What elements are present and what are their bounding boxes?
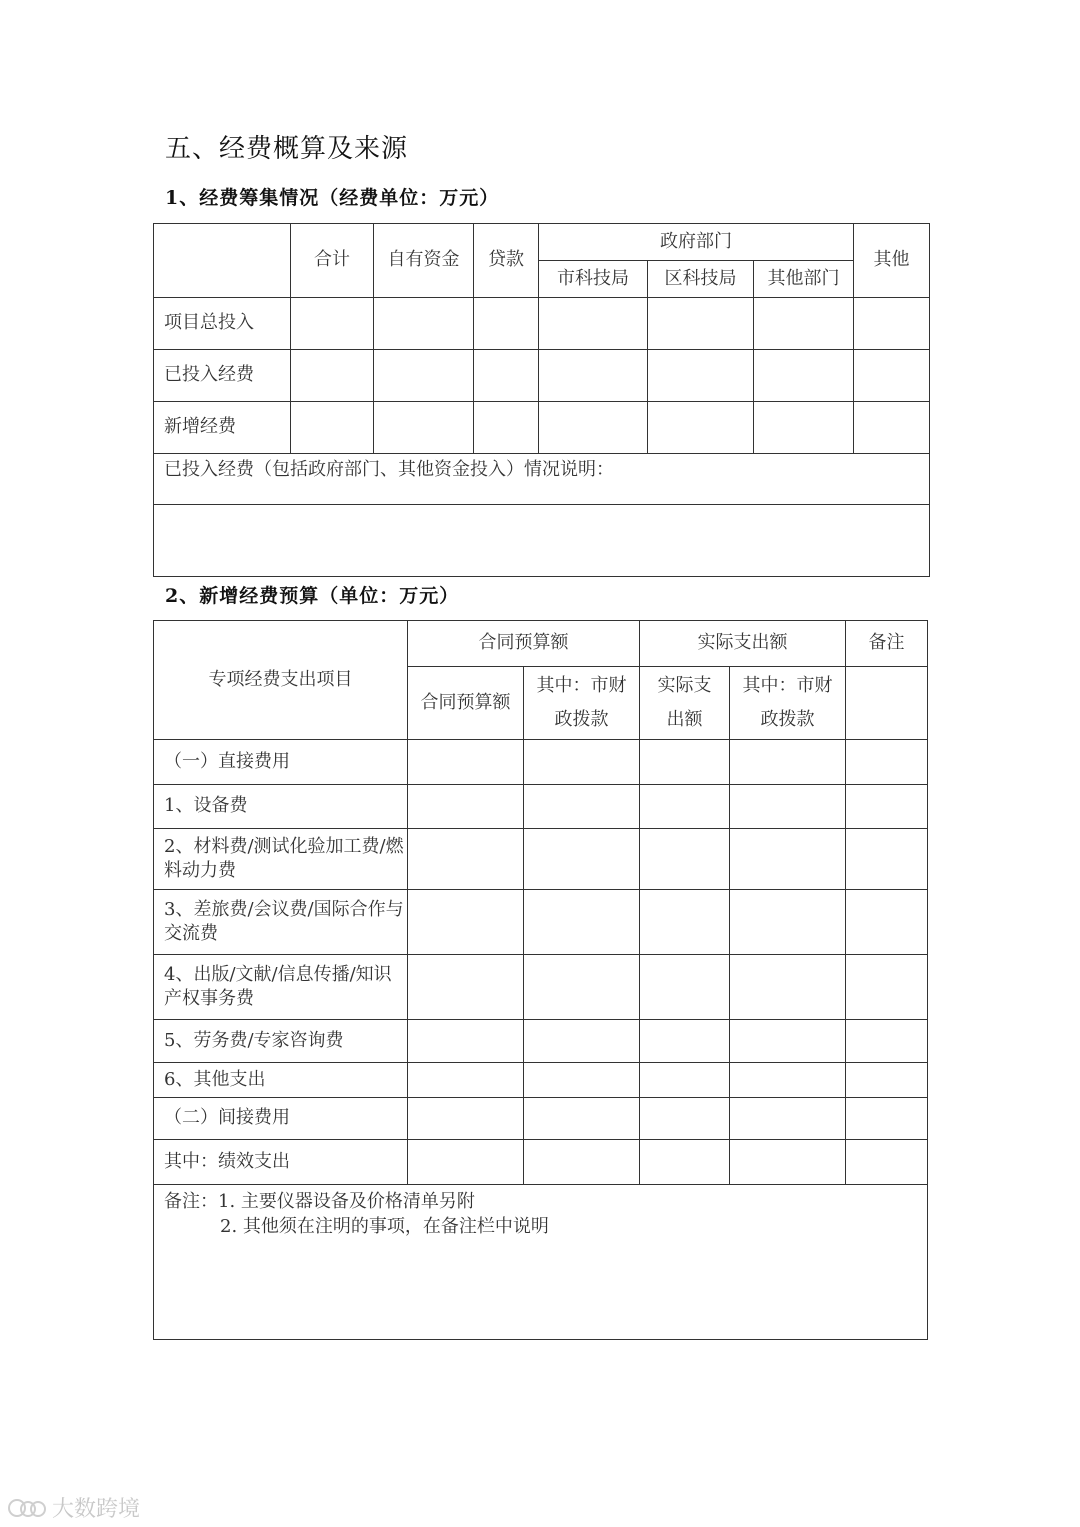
cell[interactable]	[640, 955, 730, 1020]
table-row	[154, 1098, 928, 1140]
invested-funds-note-area[interactable]	[154, 505, 930, 577]
budget-table	[153, 620, 928, 1340]
row-label: 2、材料费/测试化验加工费/燃料动力费	[154, 829, 408, 890]
row-label: 已投入经费	[154, 350, 291, 402]
cell[interactable]	[524, 740, 640, 785]
cell[interactable]	[754, 298, 854, 350]
row-label: 6、其他支出	[154, 1063, 408, 1098]
cell[interactable]	[408, 955, 524, 1020]
header-city-bureau: 市科技局	[539, 261, 648, 298]
funding-table	[153, 223, 930, 577]
cell[interactable]	[648, 402, 754, 454]
cell[interactable]	[474, 298, 539, 350]
cell[interactable]	[730, 785, 846, 829]
cell[interactable]	[640, 1020, 730, 1063]
header-other-dept: 其他部门	[754, 261, 854, 298]
header-district-bureau: 区科技局	[648, 261, 754, 298]
cell[interactable]	[640, 829, 730, 890]
cell[interactable]	[524, 1063, 640, 1098]
cell[interactable]	[846, 1020, 928, 1063]
cell[interactable]	[524, 1020, 640, 1063]
cell[interactable]	[640, 890, 730, 955]
cell[interactable]	[408, 890, 524, 955]
header-remark: 备注	[846, 621, 928, 667]
cell[interactable]	[640, 785, 730, 829]
cell[interactable]	[524, 829, 640, 890]
watermark-text: 大数跨境	[52, 1497, 141, 1522]
cell[interactable]	[846, 1140, 928, 1185]
cell[interactable]	[754, 350, 854, 402]
cell[interactable]	[408, 1098, 524, 1140]
cell[interactable]	[374, 298, 474, 350]
cell[interactable]	[640, 1063, 730, 1098]
cell[interactable]	[846, 890, 928, 955]
table-row	[154, 740, 928, 785]
cell[interactable]	[474, 350, 539, 402]
header-other: 其他	[854, 224, 930, 298]
section1-heading: 1、经费筹集情况（经费单位：万元）	[165, 187, 500, 209]
table-row	[154, 1020, 928, 1063]
cell[interactable]	[474, 402, 539, 454]
table-row	[154, 350, 930, 402]
table-row	[154, 955, 928, 1020]
cell[interactable]	[408, 1140, 524, 1185]
cell[interactable]	[730, 1063, 846, 1098]
row-label: 1、设备费	[154, 785, 408, 829]
budget-notes[interactable]	[154, 1185, 928, 1340]
cell[interactable]	[640, 740, 730, 785]
row-label: 项目总投入	[154, 298, 291, 350]
header-actual-sub	[640, 667, 730, 740]
page-title: 五、经费概算及来源	[165, 134, 409, 164]
cell[interactable]	[730, 1140, 846, 1185]
header-contract-budget: 合同预算额	[408, 621, 640, 667]
cell[interactable]	[640, 1098, 730, 1140]
row-label: 3、差旅费/会议费/国际合作与交流费	[154, 890, 408, 955]
cell[interactable]	[524, 785, 640, 829]
cell[interactable]	[291, 402, 374, 454]
cell[interactable]	[730, 1098, 846, 1140]
header-city-fund-2-line1: 其中：市财	[742, 674, 833, 696]
table-row	[154, 402, 930, 454]
note-line-2: 2. 其他须在注明的事项，在备注栏中说明	[220, 1216, 549, 1238]
header-city-fund-2	[730, 667, 846, 740]
cell[interactable]	[374, 350, 474, 402]
cell[interactable]	[648, 298, 754, 350]
cell[interactable]	[374, 402, 474, 454]
cell[interactable]	[291, 298, 374, 350]
cell[interactable]	[408, 829, 524, 890]
table-row	[154, 829, 928, 890]
cell[interactable]	[730, 955, 846, 1020]
cell[interactable]	[846, 1063, 928, 1098]
row-label: 其中：绩效支出	[154, 1140, 408, 1185]
header-loan: 贷款	[474, 224, 539, 298]
table-row	[154, 785, 928, 829]
cell[interactable]	[846, 740, 928, 785]
table-row	[154, 1063, 928, 1098]
cell[interactable]	[730, 829, 846, 890]
row-label: （一）直接费用	[154, 740, 408, 785]
table-row	[154, 298, 930, 350]
cell[interactable]	[846, 829, 928, 890]
header-actual-expense: 实际支出额	[640, 621, 846, 667]
header-city-fund-line2: 政拨款	[554, 709, 609, 730]
cell[interactable]	[854, 350, 930, 402]
cell[interactable]	[846, 785, 928, 829]
header-remark-blank	[846, 667, 928, 740]
header-total: 合计	[291, 224, 374, 298]
invested-funds-note-label: 已投入经费（包括政府部门、其他资金投入）情况说明：	[154, 454, 930, 505]
cell[interactable]	[846, 1098, 928, 1140]
cell[interactable]	[408, 740, 524, 785]
cell[interactable]	[640, 1140, 730, 1185]
table-row	[154, 1140, 928, 1185]
header-actual-sub-line1: 实际支	[657, 674, 712, 696]
cell[interactable]	[854, 402, 930, 454]
row-label: （二）间接费用	[154, 1098, 408, 1140]
header-contract-sub: 合同预算额	[408, 667, 524, 740]
header-city-fund-line1: 其中：市财	[536, 674, 627, 696]
cell[interactable]	[408, 1020, 524, 1063]
header-item: 专项经费支出项目	[154, 621, 408, 740]
section2-heading: 2、新增经费预算（单位：万元）	[165, 585, 460, 607]
header-own-funds: 自有资金	[374, 224, 474, 298]
cell[interactable]	[539, 350, 648, 402]
cell[interactable]	[524, 890, 640, 955]
cell[interactable]	[730, 740, 846, 785]
notes-label: 备注：	[164, 1191, 218, 1212]
header-city-fund	[524, 667, 640, 740]
cell[interactable]	[524, 1098, 640, 1140]
row-label: 5、劳务费/专家咨询费	[154, 1020, 408, 1063]
table-row	[154, 890, 928, 955]
cell[interactable]	[539, 298, 648, 350]
watermark	[8, 1492, 140, 1523]
watermark-logo-icon	[8, 1497, 46, 1519]
cell[interactable]	[648, 350, 754, 402]
note-line-1: 1. 主要仪器设备及价格清单另附	[218, 1191, 475, 1212]
cell[interactable]	[854, 298, 930, 350]
cell[interactable]	[846, 955, 928, 1020]
header-blank	[154, 224, 291, 298]
cell[interactable]	[524, 955, 640, 1020]
row-label: 4、出版/文献/信息传播/知识产权事务费	[154, 955, 408, 1020]
cell[interactable]	[408, 1063, 524, 1098]
header-government: 政府部门	[539, 224, 854, 261]
cell[interactable]	[291, 350, 374, 402]
row-label: 新增经费	[154, 402, 291, 454]
cell[interactable]	[524, 1140, 640, 1185]
cell[interactable]	[730, 1020, 846, 1063]
header-city-fund-2-line2: 政拨款	[760, 709, 815, 730]
cell[interactable]	[730, 890, 846, 955]
cell[interactable]	[408, 785, 524, 829]
cell[interactable]	[539, 402, 648, 454]
header-actual-sub-line2: 出额	[666, 709, 703, 730]
cell[interactable]	[754, 402, 854, 454]
